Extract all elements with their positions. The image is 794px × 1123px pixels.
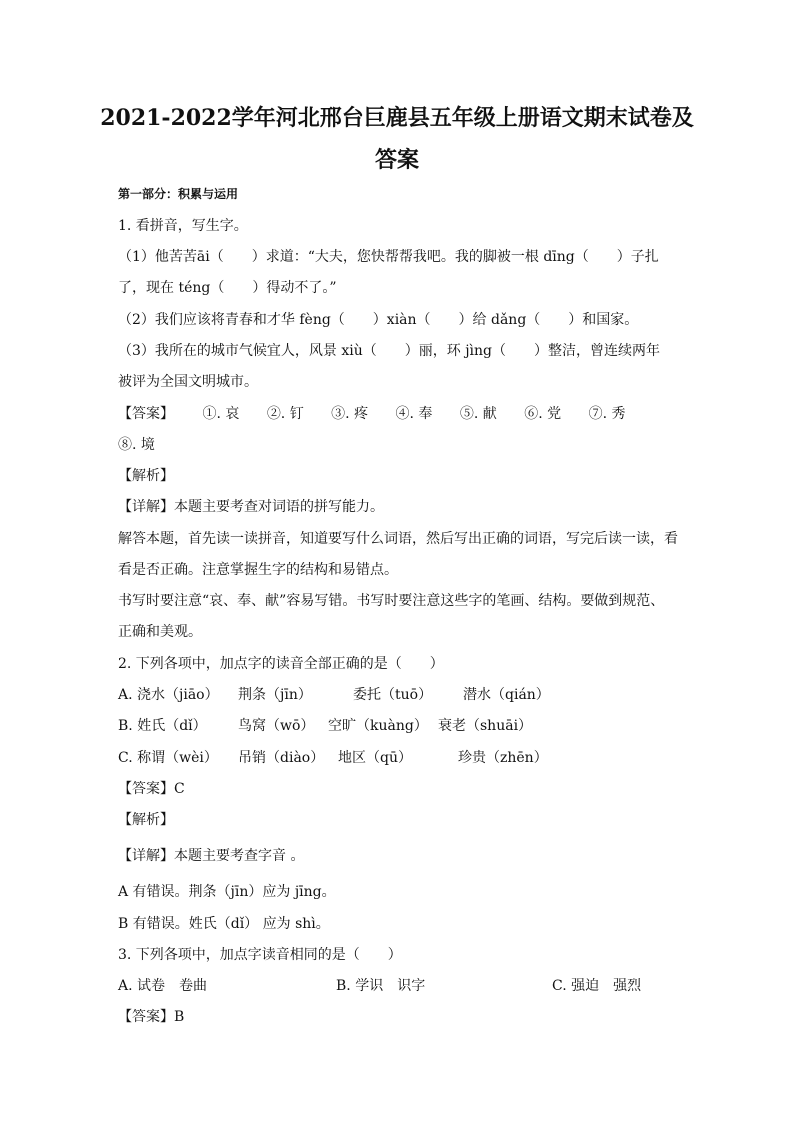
q2-explanation-a: A 有错误。荆条（jīn）应为 jīng。 — [118, 884, 336, 900]
section-heading: 第一部分：积累与运用 — [118, 187, 239, 201]
q3-option-a: A. 试卷 卷曲 — [118, 978, 208, 994]
q2-option-a — [118, 685, 550, 705]
answer-label: 【答案】 — [118, 406, 174, 422]
q2-detail: 【详解】本题主要考查字音 。 — [118, 848, 305, 864]
option-part: 空旷（kuàng） — [328, 718, 428, 734]
answer-item: ⑥. 党 — [524, 406, 562, 422]
page-title-line-2: 答案 — [374, 147, 419, 173]
option-part: 珍贵（zhēn） — [458, 750, 548, 766]
option-part: C. 称谓（wèi） — [118, 750, 218, 766]
q2-stem: 2. 下列各项中，加点字的读音全部正确的是（ ） — [118, 656, 444, 672]
q1-sentence-1b: 了，现在 téng（ ）得动不了。” — [118, 280, 337, 296]
option-part: 荆条（jīn） — [238, 687, 312, 703]
q1-answer-row — [118, 404, 626, 424]
q1-detail: 【详解】本题主要考查对词语的拼写能力。 — [118, 499, 384, 515]
q1-paragraph-2b: 正确和美观。 — [118, 624, 202, 640]
answer-item: ①. 哀 — [202, 406, 240, 422]
q3-option-c: C. 强迫 强烈 — [552, 978, 642, 994]
q3-answer: 【答案】B — [118, 1009, 185, 1025]
option-part: 地区（qū） — [338, 750, 412, 766]
q1-paragraph-2a: 书写时要注意“哀、奉、献”容易写错。书写时要注意这些字的笔画、结构。要做到规范、 — [118, 593, 665, 609]
q1-analysis-label: 【解析】 — [118, 468, 174, 484]
option-part: B. 姓氏（dǐ） — [118, 718, 207, 734]
q3-option-b: B. 学识 识字 — [336, 978, 426, 994]
q2-answer: 【答案】C — [118, 781, 185, 797]
option-part: 吊销（diào） — [238, 750, 325, 766]
option-part: 潜水（qián） — [463, 687, 550, 703]
q1-paragraph-1a: 解答本题，首先读一读拼音，知道要写什么词语，然后写出正确的词语，写完后读一读，看 — [118, 531, 678, 547]
answer-item: ⑦. 秀 — [588, 406, 626, 422]
answer-item: ②. 钉 — [266, 406, 304, 422]
option-part: 衰老（shuāi） — [438, 718, 533, 734]
q3-stem: 3. 下列各项中，加点字读音相同的是（ ） — [118, 947, 402, 963]
answer-item: ③. 疼 — [331, 406, 369, 422]
q2-analysis-label: 【解析】 — [118, 812, 174, 828]
option-part: A. 浇水（jiāo） — [118, 687, 219, 703]
q1-paragraph-1b: 看是否正确。注意掌握生字的结构和易错点。 — [118, 562, 398, 578]
answer-item: ⑤. 献 — [459, 406, 497, 422]
q3-options — [118, 976, 641, 996]
answer-item: ④. 奉 — [395, 406, 433, 422]
q2-option-c — [118, 748, 548, 768]
q1-sentence-1a: （1）他苦苦āi（ ）求道：“大夫，您快帮帮我吧。我的脚被一根 dīng（ ）子扎 — [118, 249, 659, 265]
q2-option-b — [118, 716, 532, 736]
option-part: 委托（tuō） — [353, 687, 433, 703]
q2-explanation-b: B 有错误。姓氏（dǐ） 应为 shì。 — [118, 916, 330, 932]
q1-sentence-3b: 被评为全国文明城市。 — [118, 374, 258, 390]
page-title-line-1: 2021-2022学年河北邢台巨鹿县五年级上册语文期末试卷及 — [100, 105, 694, 131]
q1-sentence-2: （2）我们应该将青春和才华 fèng（ ）xiàn（ ）给 dǎng（ ）和国家。 — [118, 312, 639, 328]
option-part: 鸟窝（wō） — [238, 718, 315, 734]
q1-sentence-3a: （3）我所在的城市气候宜人，风景 xiù（ ）丽，环 jìng（ ）整洁，曾连续两年 — [118, 343, 660, 359]
q1-answer-last: ⑧. 境 — [118, 437, 155, 453]
q1-stem: 1. 看拼音，写生字。 — [118, 218, 248, 234]
